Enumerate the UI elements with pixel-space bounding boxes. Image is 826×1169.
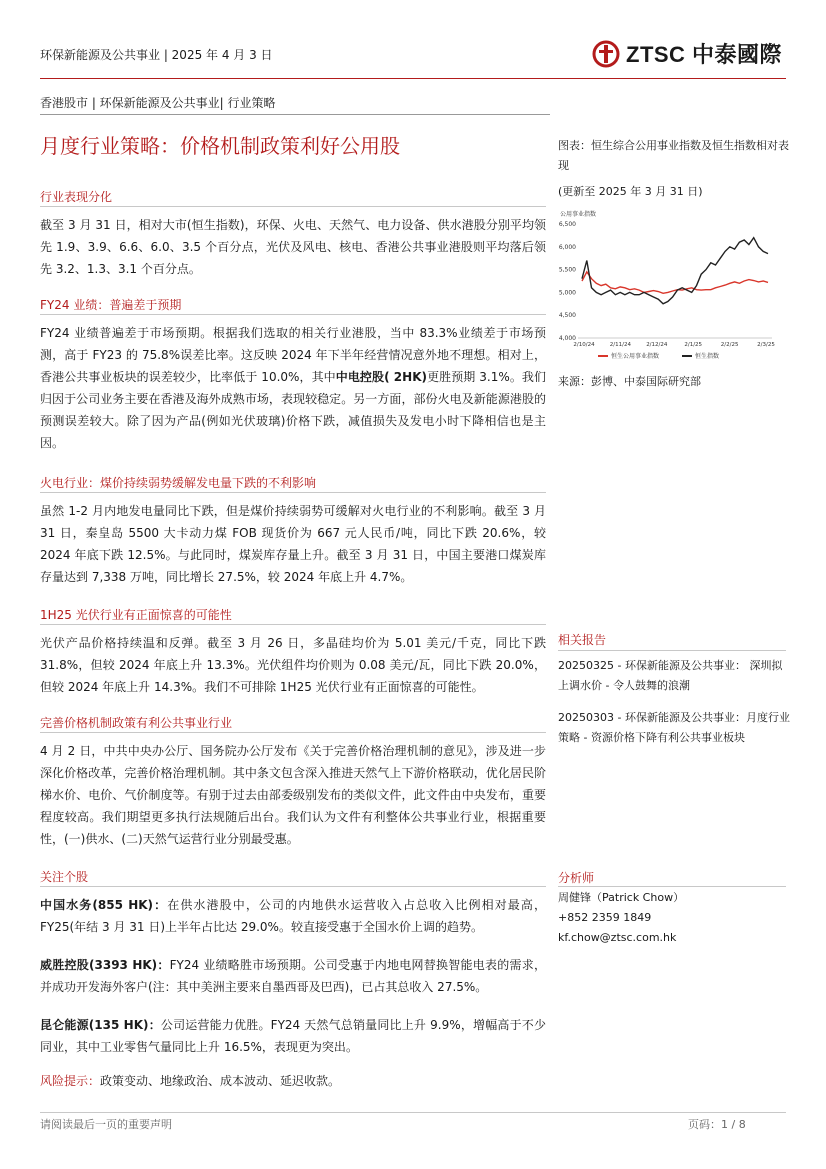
logo-text: ZTSC 中泰國際 — [626, 42, 783, 67]
body-text: FY24 业绩普遍差于市场预期。根据我们选取的相关行业港股，当中 83.3%业绩差于市场预测，高于 FY23 的 75.8%误差比率。这反映 2024 年下半年经营情况意外地不理想。相对上，香港公共事业板块的误差较少，比率低于 10.0%，其中 — [40, 326, 546, 384]
series-line-2 — [582, 238, 768, 304]
section-heading-thermal: 火电行业：煤价持续弱势缓解发电量下跌的不利影响 — [40, 476, 317, 490]
analyst-phone: +852 2359 1849 — [558, 911, 652, 924]
related-report-2[interactable]: 20250303 - 环保新能源及公共事业：月度行业策略 - 资源价格下降有利公共事业板块 — [558, 711, 790, 744]
y-tick-label: 6,500 — [558, 221, 576, 228]
x-tick-label: 2/3/25 — [757, 342, 775, 348]
section-rule — [40, 314, 546, 315]
x-tick-label: 2/1/25 — [684, 342, 703, 348]
y-tick-label: 5,000 — [558, 289, 576, 297]
section-body-fy24 — [40, 322, 546, 454]
y-tick-label: 4,500 — [558, 312, 576, 320]
x-tick-label: 2/2/25 — [720, 342, 739, 348]
header-rule — [40, 78, 786, 79]
section-heading-stocks: 关注个股 — [40, 870, 89, 884]
stock-name: 昆仑能源(135 HK)： — [40, 1018, 161, 1032]
section-rule — [40, 492, 546, 493]
x-tick-label: 2/10/24 — [573, 342, 595, 348]
body-text: 更胜预期 3.1%。我们归因于公司业务主要在香港及海外成熟市场，表现较稳定。另一方面，部份火电及新能源港股的预测误差较大。除了因为产品(例如光伏玻璃)价格下跌，减值损失及发电小时下降相信也是主因。 — [40, 370, 546, 450]
legend-label: 恒生公用事业指数 — [611, 353, 660, 360]
sidebar-rule — [558, 886, 786, 887]
company-logo — [592, 38, 782, 69]
sidebar-rule — [558, 650, 786, 651]
risk-heading: 风险提示： — [40, 1074, 101, 1088]
section-body-performance: 截至 3 月 31 日，相对大市(恒生指数)，环保、火电、天然气、电力设备、供水港股分别平均领先 1.9、3.9、6.6、6.0、3.5 个百分点，光伏及风电、核电、香港公共事业港股则平均落后领先 3.2、1.3、3.1 个百分点。 — [40, 218, 546, 276]
breadcrumb: 香港股市 | 环保新能源及公共事业| 行业策略 — [40, 96, 276, 110]
stock-body: 在供水港股中，公司的内地供水运营收入占总收入比例相对最高，FY25(年结 3 月 31 日)上半年占比达 29.0%。较直接受惠于全国水价上调的趋势。 — [40, 898, 546, 934]
footer-disclaimer: 请阅读最后一页的重要声明 — [40, 1118, 172, 1131]
section-body-thermal: 虽然 1-2 月内地发电量同比下跌，但是煤价持续弱势可缓解对火电行业的不利影响。截至 3 月 31 日，秦皇岛 5500 大卡动力煤 FOB 现货价为 667 元人民币/吨，同比下跌 20.6%，较 2024 年底下跌 12.5%。与此同时，煤炭库存量上升。截至 3 月 31 日，中国主要港口煤炭库存量达到 7,338 万吨，同比增长 27.5%，较 2024 年底上升 4.7%。 — [40, 504, 546, 584]
risk-warning — [40, 1070, 546, 1092]
stock-highlight: 中电控股( 2HK) — [335, 370, 427, 384]
breadcrumb-rule — [40, 114, 550, 115]
section-rule — [40, 886, 546, 887]
logo-icon — [592, 40, 620, 68]
stock-china-water — [40, 894, 546, 938]
y-tick-label: 6,000 — [558, 243, 576, 251]
analyst-name: 周健锋（Patrick Chow） — [558, 891, 685, 904]
section-rule — [40, 206, 546, 207]
page-title: 月度行业策略：价格机制政策利好公用股 — [40, 134, 400, 158]
stock-wasion — [40, 954, 546, 998]
stock-body: FY24 业绩略胜市场预期。公司受惠于内地电网替换智能电表的需求，并成功开发海外客户(注：其中美洲主要来自墨西哥及巴西)，已占其总收入 27.5%。 — [40, 958, 547, 994]
x-tick-label: 2/11/24 — [609, 342, 632, 348]
section-rule — [40, 732, 546, 733]
analyst-heading: 分析师 — [558, 871, 595, 885]
y-tick-label: 5,500 — [558, 266, 576, 274]
risk-body: 政策变动、地缘政治、成本波动、延迟收款。 — [100, 1074, 341, 1088]
performance-chart — [558, 206, 780, 362]
chart-update-date: (更新至 2025 年 3 月 31 日) — [558, 185, 703, 198]
chart-ylabel: 公用事业指数 — [560, 211, 597, 218]
section-heading-performance: 行业表现分化 — [40, 190, 113, 204]
footer-rule — [40, 1112, 786, 1113]
stock-body: 公司运营能力优胜。FY24 天然气总销量同比上升 9.9%，增幅高于不少同业，其中工业零售气量同比上升 16.5%，表现更为突出。 — [40, 1018, 546, 1054]
related-reports-heading: 相关报告 — [558, 633, 607, 647]
chart-source: 来源：彭博、中泰国际研究部 — [558, 375, 701, 388]
section-heading-policy: 完善价格机制政策有利公共事业行业 — [40, 716, 233, 730]
page-number: 页码：1 / 8 — [688, 1118, 746, 1131]
section-body-policy: 4 月 2 日，中共中央办公厅、国务院办公厅发布《关于完善价格治理机制的意见》，涉及进一步深化价格改革，完善价格治理机制。其中条文包含深入推进天然气上下游价格联动，优化居民阶梯水价、电价、气价制度等。有别于过去由部委级别发布的类似文件，此文件由中央发布，重要程度较高。我们期望更多执行法规随后出台。我们认为文件有利整体公共事业行业，根据重要性，(一)供水、(二)天然气运营行业分别最受惠。 — [40, 744, 546, 846]
section-rule — [40, 624, 546, 625]
section-heading-fy24: FY24 业绩：普遍差于预期 — [40, 298, 182, 312]
related-report-1[interactable]: 20250325 - 环保新能源及公共事业： 深圳拟上调水价 - 令人鼓舞的浪潮 — [558, 659, 783, 692]
stock-kunlun — [40, 1014, 546, 1058]
stock-name: 威胜控股(3393 HK)： — [40, 958, 170, 972]
analyst-email[interactable]: kf.chow@ztsc.com.hk — [558, 931, 677, 944]
x-tick-label: 2/12/24 — [646, 342, 668, 348]
header-left: 环保新能源及公共事业 | 2025 年 4 月 3 日 — [40, 48, 273, 62]
legend-label: 恒生指数 — [695, 353, 720, 360]
stock-name: 中国水务(855 HK)： — [40, 898, 168, 912]
y-tick-label: 4,000 — [558, 335, 576, 342]
section-heading-solar: 1H25 光伏行业有正面惊喜的可能性 — [40, 608, 232, 622]
chart-caption: 图表：恒生综合公用事业指数及恒生指数相对表现 — [558, 139, 789, 172]
section-body-solar: 光伏产品价格持续温和反弹。截至 3 月 26 日，多晶硅均价为 5.01 美元/千克，同比下跌 31.8%，但较 2024 年底上升 13.3%。光伏组件均价则为 0.08 美元/瓦，同比下跌 20.0%，但较 2024 年底上升 14.3%。我们不可排除 1H25 光伏行业有正面惊喜的可能性。 — [40, 636, 546, 694]
